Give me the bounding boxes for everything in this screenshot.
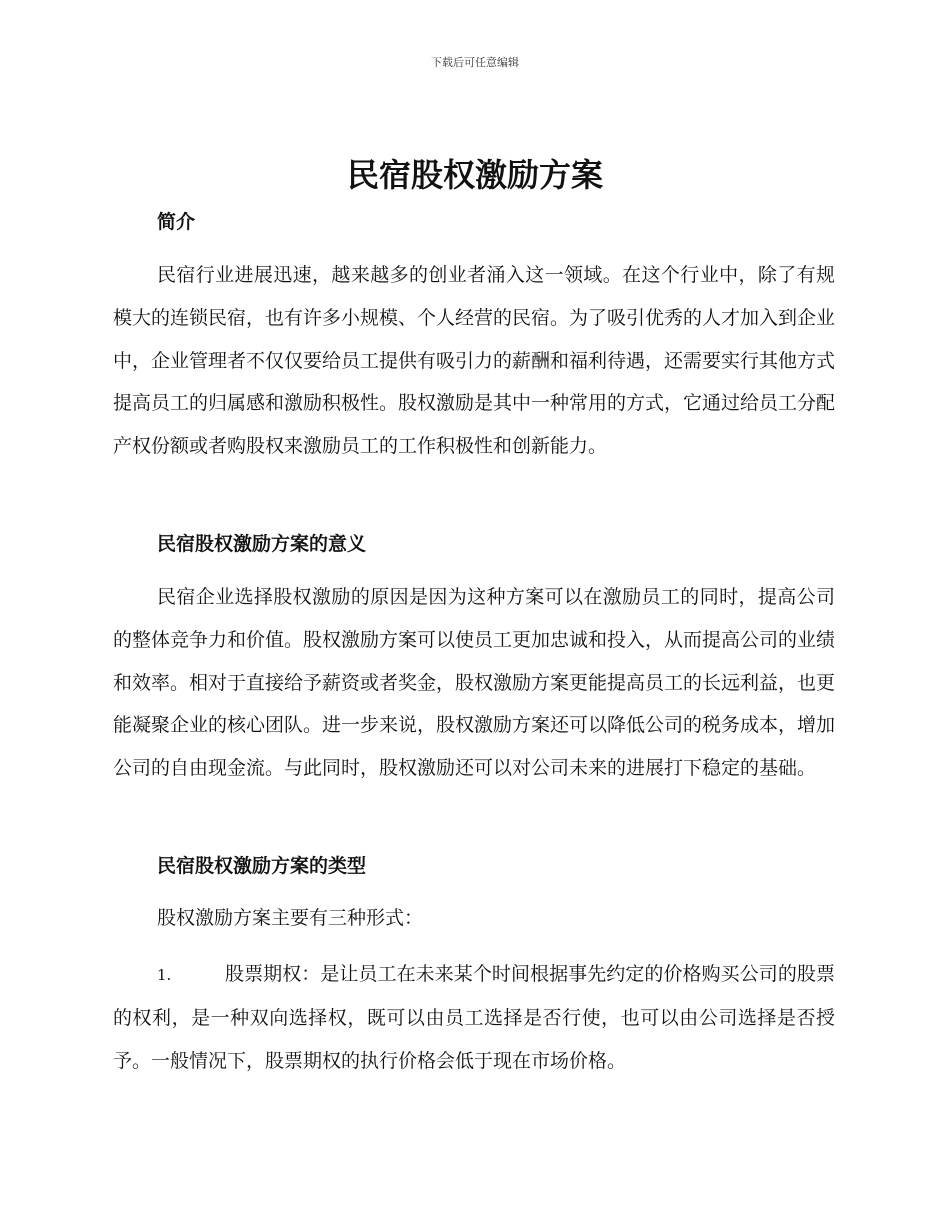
- list-item-text: 股票期权：是让员工在未来某个时间根据事先约定的价格购买公司的股票的权利，是一种双向选择权，既可以由员工选择是否行使，也可以由公司选择是否授予。一般情况下，股票期权的执行价格会低于现在市场价格。: [113, 963, 835, 1072]
- section-paragraph-significance: 民宿企业选择股权激励的原因是因为这种方案可以在激励员工的同时，提高公司的整体竞争力和价值。股权激励方案可以使员工更加忠诚和投入，从而提高公司的业绩和效率。相对于直接给予薪资或者奖金，股权激励方案更能提高员工的长远利益，也更能凝聚企业的核心团队。进一步来说，股权激励方案还可以降低公司的税务成本，增加公司的自由现金流。与此同时，股权激励还可以对公司未来的进展打下稳定的基础。: [113, 586, 836, 780]
- section-paragraph-types: 股权激励方案主要有三种形式：: [157, 907, 424, 929]
- section-heading-significance: 民宿股权激励方案的意义: [157, 533, 367, 555]
- page-header-note: 下载后可任意编辑: [431, 56, 519, 69]
- section-heading-intro: 简介: [157, 211, 196, 233]
- section-paragraph-intro: 民宿行业进展迅速，越来越多的创业者涌入这一领域。在这个行业中，除了有规模大的连锁民宿，也有许多小规模、个人经营的民宿。为了吸引优秀的人才加入到企业中，企业管理者不仅仅要给员工提供有吸引力的薪酬和福利待遇，还需要实行其他方式提高员工的归属感和激励积极性。股权激励是其中一种常用的方式，它通过给员工分配产权份额或者购股权来激励员工的工作积极性和创新能力。: [113, 264, 836, 458]
- list-item-number: 1.: [157, 966, 172, 984]
- document-title: 民宿股权激励方案: [346, 156, 603, 194]
- list-item: [113, 953, 835, 1082]
- section-heading-types: 民宿股权激励方案的类型: [157, 855, 367, 877]
